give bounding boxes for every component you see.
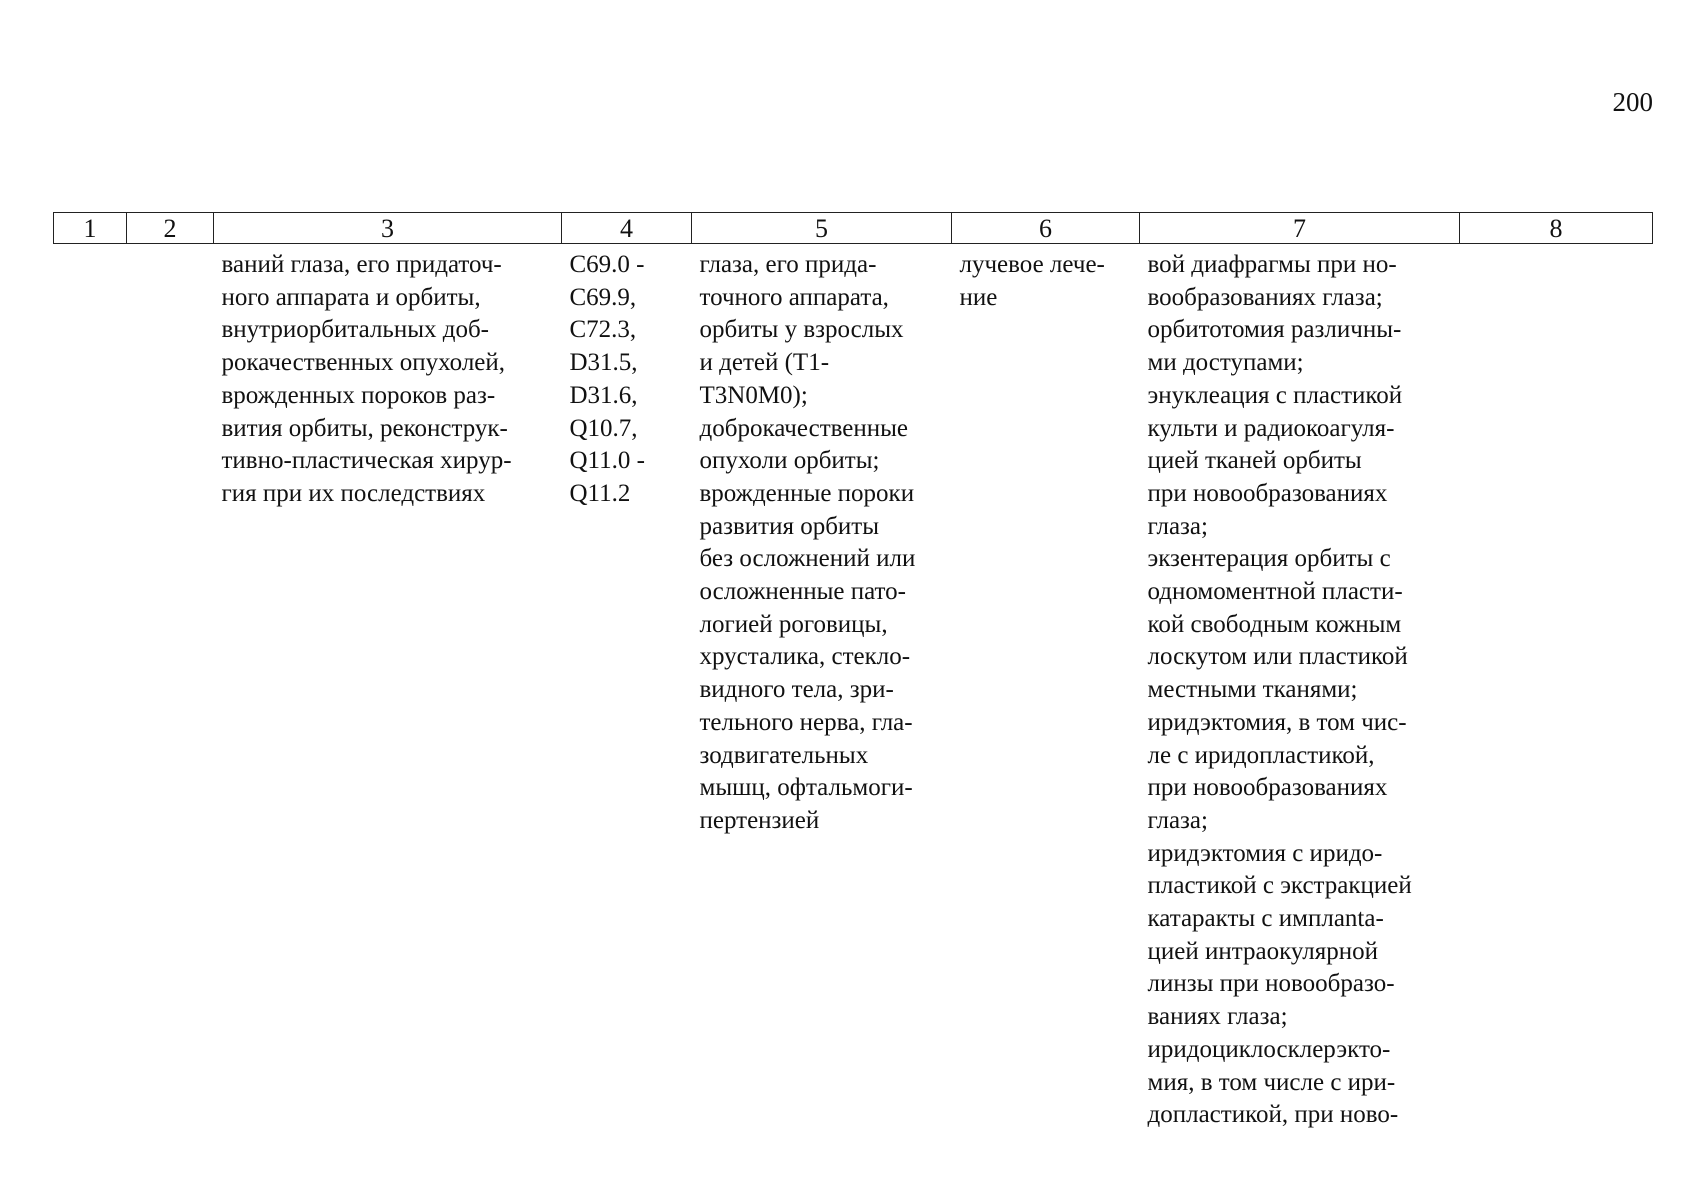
- column-header-7: 7: [1140, 213, 1460, 244]
- column-header-4: 4: [562, 213, 692, 244]
- cell-col-3: [214, 244, 562, 1132]
- header-row: [54, 213, 1653, 244]
- document-table: [53, 212, 1653, 1132]
- cell-col-2: [127, 244, 214, 1132]
- table-row: [54, 244, 1653, 1132]
- page-number: 200: [1612, 87, 1653, 117]
- column-header-3: 3: [214, 213, 562, 244]
- column-header-8: 8: [1460, 213, 1653, 244]
- cell-col-3-text: ваний глаза, его придаточ- ного аппарата и орбиты, внутриорбитальных доб- рокачественных опухолей, врожденных пороков раз- вития орбиты, реконструк- тивно-пластическая хирур- гия при их последствиях: [221, 251, 512, 507]
- cell-col-7-text: вой диафрагмы при но- вообразованиях глаза; орбитотомия различны- ми доступами; энуклеация с пластикой культи и радиокоагуля- цией тканей орбиты при новообразованиях глаза; экзентерация орбиты с одномоментной пласти- кой свободным кожным лоскутом или пластикой местными тканями; иридэктомия, в том чис- ле с иридопластикой, при новообразованиях глаза; иридэктомия с иридо- пластикой с экстракцией катаракты с имплanta- цией интраокулярной линзы при новообразо- ваниях глаза; иридоциклосклерэкто- мия, в том числе с ири- допластикой, при ново-: [1147, 251, 1412, 1129]
- cell-col-6: [952, 244, 1140, 1132]
- cell-col-7: [1140, 244, 1460, 1132]
- column-header-2: 2: [127, 213, 214, 244]
- cell-col-5: [692, 244, 952, 1132]
- cell-col-8: [1460, 244, 1653, 1132]
- cell-col-4: [562, 244, 692, 1132]
- cell-col-1: [54, 244, 127, 1132]
- cell-col-4-text: C69.0 - C69.9, C72.3, D31.5, D31.6, Q10.7, Q11.0 - Q11.2: [569, 251, 645, 507]
- cell-col-5-text: глаза, его прида- точного аппарата, орбиты у взрослых и детей (T1- T3N0M0); доброкачественные опухоли орбиты; врожденные пороки развития орбиты без осложнений или осложненные пато- логией роговицы, хрусталика, стекло- видного тела, зри- тельного нерва, гла- зодвигательных мышц, офтальмоги- пертензией: [699, 251, 916, 834]
- column-header-1: 1: [54, 213, 127, 244]
- cell-col-6-text: лучевое лече- ние: [959, 251, 1105, 311]
- column-header-6: 6: [952, 213, 1140, 244]
- column-header-5: 5: [692, 213, 952, 244]
